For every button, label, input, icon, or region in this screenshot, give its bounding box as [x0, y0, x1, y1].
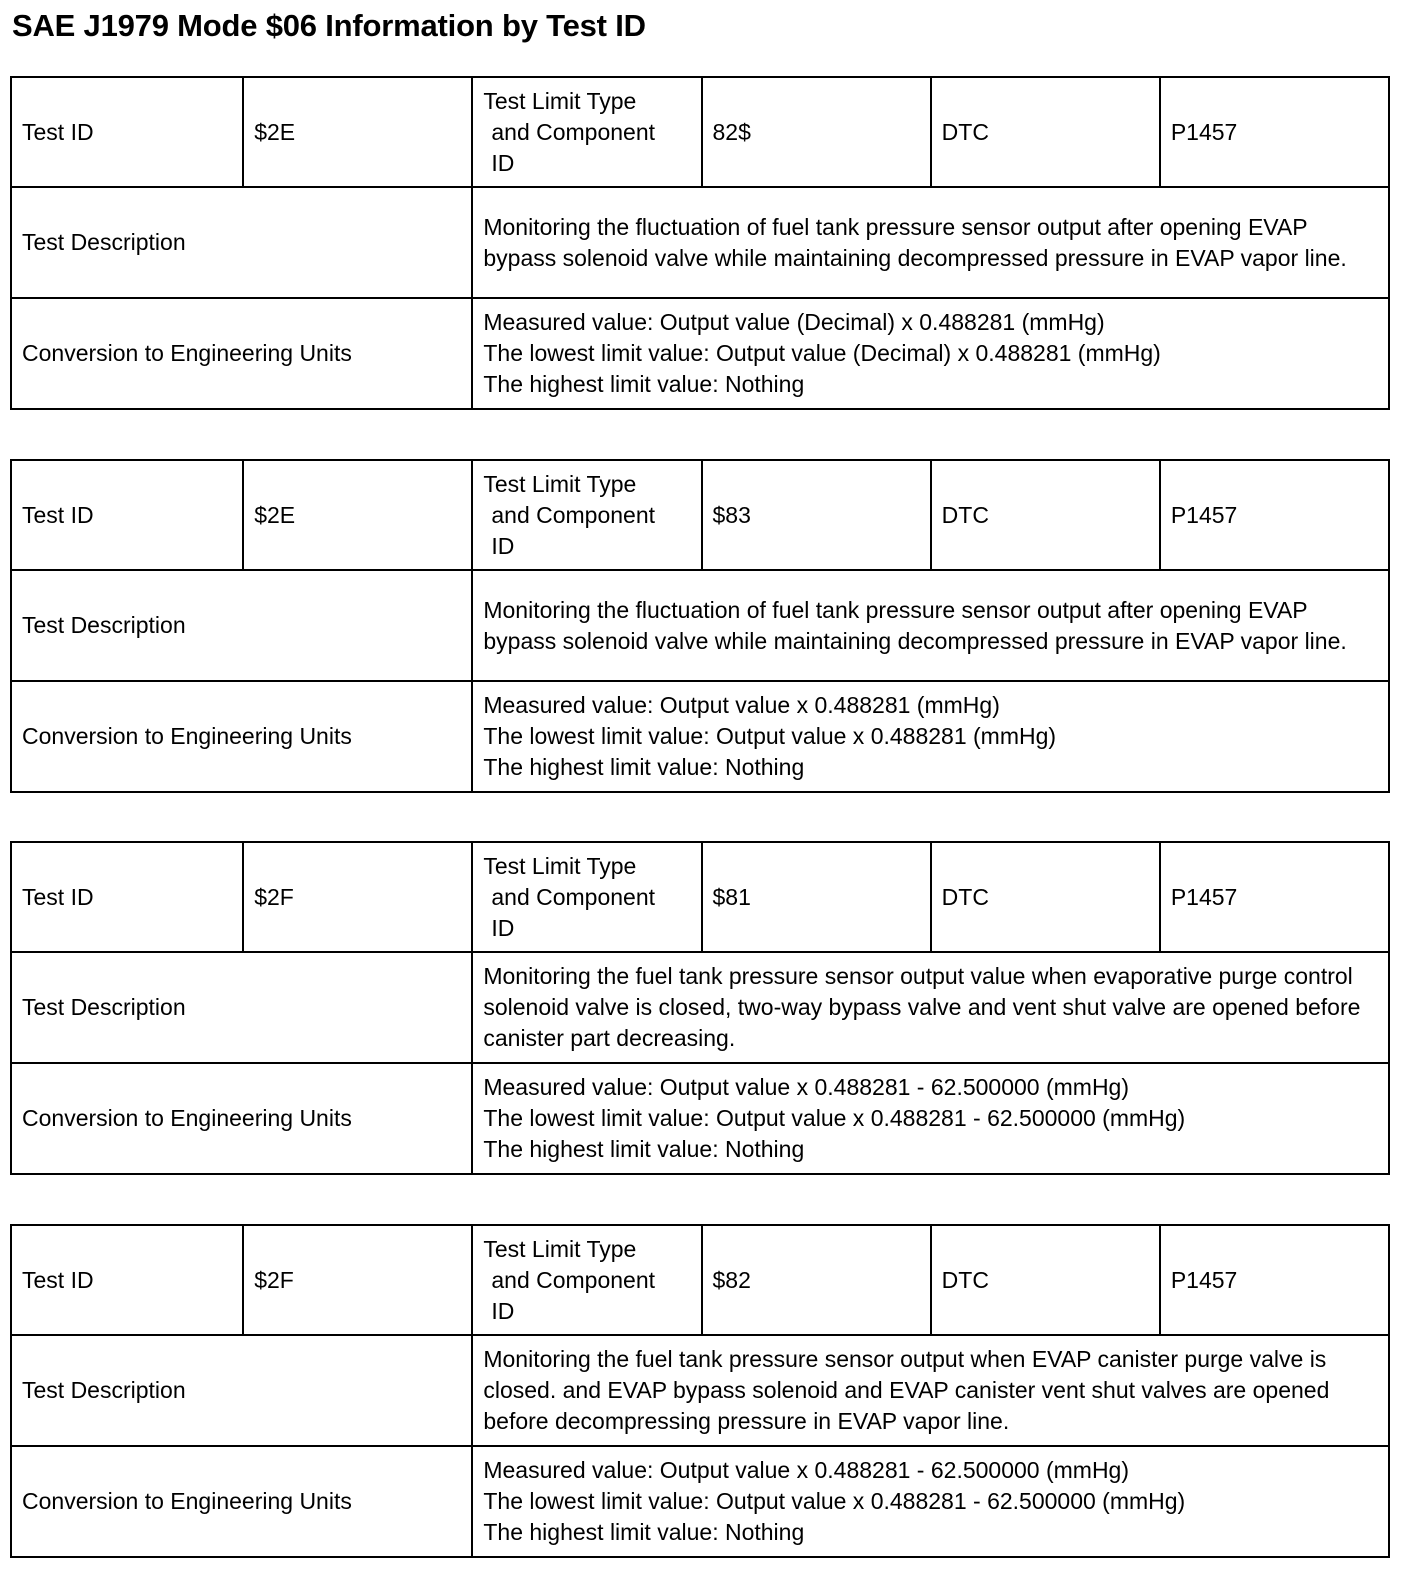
limit-type-label-line1: Test Limit Type: [483, 470, 637, 497]
test-description-value: Monitoring the fuel tank pressure sensor output value when evaporative purge control solenoid valve is closed, two-way bypass valve and vent shut valve are opened before canister part decreasing.: [472, 952, 1389, 1063]
limit-type-value: 82$: [702, 77, 931, 187]
dtc-label: DTC: [931, 460, 1160, 570]
conversion-row: [11, 1063, 1389, 1174]
measured-value-line: Measured value: Output value x 0.488281 - 62.500000 (mmHg): [483, 1457, 1130, 1483]
lowest-limit-line: The lowest limit value: Output value x 0.488281 (mmHg): [483, 723, 1057, 749]
test-id-value: $2E: [243, 460, 472, 570]
limit-type-label-line3: ID: [491, 149, 515, 176]
conversion-label: Conversion to Engineering Units: [11, 1446, 472, 1557]
measured-value-line: Measured value: Output value (Decimal) x 0.488281 (mmHg): [483, 309, 1105, 335]
highest-limit-line: The highest limit value: Nothing: [483, 371, 805, 397]
conversion-row: [11, 298, 1389, 409]
test-id-row: [11, 1225, 1389, 1335]
test-block-2: [10, 459, 1390, 793]
conversion-label: Conversion to Engineering Units: [11, 681, 472, 792]
highest-limit-line: The highest limit value: Nothing: [483, 1519, 805, 1545]
test-id-label: Test ID: [11, 460, 243, 570]
test-block-3: [10, 841, 1390, 1175]
conversion-value: [472, 298, 1389, 409]
test-description-value: Monitoring the fluctuation of fuel tank pressure sensor output after opening EVAP bypass solenoid valve while maintaining decompressed pressure in EVAP vapor line.: [472, 187, 1389, 298]
page-title: SAE J1979 Mode $06 Information by Test ID: [12, 8, 646, 43]
test-block-1: [10, 76, 1390, 410]
limit-type-label-line3: ID: [491, 532, 515, 559]
highest-limit-line: The highest limit value: Nothing: [483, 754, 805, 780]
limit-type-value: $81: [702, 842, 931, 952]
conversion-row: [11, 1446, 1389, 1557]
lowest-limit-line: The lowest limit value: Output value (Decimal) x 0.488281 (mmHg): [483, 340, 1161, 366]
lowest-limit-line: The lowest limit value: Output value x 0.488281 - 62.500000 (mmHg): [483, 1488, 1186, 1514]
test-description-value: Monitoring the fuel tank pressure sensor output when EVAP canister purge valve is closed. and EVAP bypass solenoid and EVAP canister vent shut valves are opened before decompressing pressure in EVAP vapor line.: [472, 1335, 1389, 1446]
limit-type-value: $83: [702, 460, 931, 570]
dtc-value: P1457: [1160, 460, 1389, 570]
limit-type-label-line2: and Component: [491, 1266, 656, 1293]
test-description-row: [11, 187, 1389, 298]
dtc-label: DTC: [931, 1225, 1160, 1335]
conversion-row: [11, 681, 1389, 792]
limit-type-label-line2: and Component: [491, 501, 656, 528]
test-block-4: [10, 1224, 1390, 1558]
dtc-value: P1457: [1160, 77, 1389, 187]
test-id-row: [11, 77, 1389, 187]
dtc-value: P1457: [1160, 1225, 1389, 1335]
test-description-value: Monitoring the fluctuation of fuel tank pressure sensor output after opening EVAP bypass solenoid valve while maintaining decompressed pressure in EVAP vapor line.: [472, 570, 1389, 681]
conversion-label: Conversion to Engineering Units: [11, 298, 472, 409]
dtc-label: DTC: [931, 842, 1160, 952]
test-id-row: [11, 842, 1389, 952]
test-description-label: Test Description: [11, 187, 472, 298]
limit-type-value: $82: [702, 1225, 931, 1335]
limit-type-label: [472, 1225, 701, 1335]
test-id-value: $2E: [243, 77, 472, 187]
test-id-value: $2F: [243, 1225, 472, 1335]
test-id-row: [11, 460, 1389, 570]
highest-limit-line: The highest limit value: Nothing: [483, 1136, 805, 1162]
limit-type-label-line2: and Component: [491, 118, 656, 145]
dtc-label: DTC: [931, 77, 1160, 187]
test-description-label: Test Description: [11, 570, 472, 681]
conversion-value: [472, 681, 1389, 792]
limit-type-label-line3: ID: [491, 914, 515, 941]
test-id-label: Test ID: [11, 1225, 243, 1335]
measured-value-line: Measured value: Output value x 0.488281 - 62.500000 (mmHg): [483, 1074, 1130, 1100]
test-description-row: [11, 570, 1389, 681]
limit-type-label-line2: and Component: [491, 883, 656, 910]
limit-type-label: [472, 460, 701, 570]
test-id-label: Test ID: [11, 842, 243, 952]
limit-type-label-line1: Test Limit Type: [483, 87, 637, 114]
test-id-value: $2F: [243, 842, 472, 952]
limit-type-label-line1: Test Limit Type: [483, 1235, 637, 1262]
lowest-limit-line: The lowest limit value: Output value x 0.488281 - 62.500000 (mmHg): [483, 1105, 1186, 1131]
conversion-value: [472, 1446, 1389, 1557]
limit-type-label-line1: Test Limit Type: [483, 852, 637, 879]
measured-value-line: Measured value: Output value x 0.488281 (mmHg): [483, 692, 1000, 718]
test-description-row: [11, 1335, 1389, 1446]
test-description-label: Test Description: [11, 1335, 472, 1446]
limit-type-label-line3: ID: [491, 1297, 515, 1324]
limit-type-label: [472, 842, 701, 952]
limit-type-label: [472, 77, 701, 187]
test-id-label: Test ID: [11, 77, 243, 187]
test-description-row: [11, 952, 1389, 1063]
conversion-label: Conversion to Engineering Units: [11, 1063, 472, 1174]
dtc-value: P1457: [1160, 842, 1389, 952]
conversion-value: [472, 1063, 1389, 1174]
test-description-label: Test Description: [11, 952, 472, 1063]
